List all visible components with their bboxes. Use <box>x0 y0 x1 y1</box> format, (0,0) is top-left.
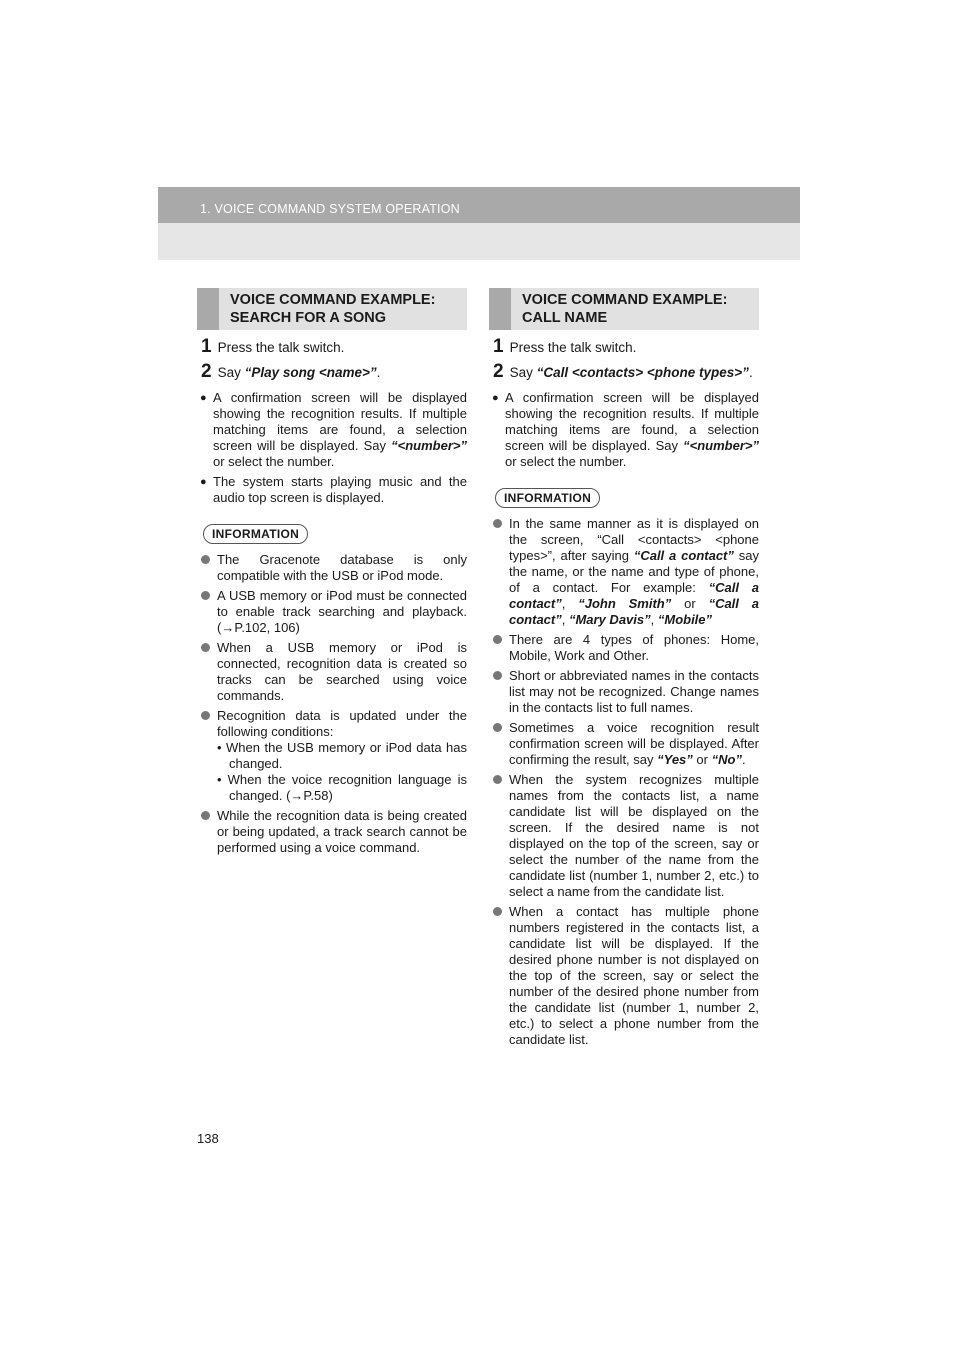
step-number: 2 <box>201 361 212 382</box>
list-item <box>197 708 467 804</box>
page-header <box>158 187 800 260</box>
information-list <box>489 516 759 1048</box>
sub-item: • When the USB memory or iPod data has changed. <box>217 740 467 771</box>
voice-command: “Mary Davis” <box>568 612 651 627</box>
list-item <box>489 772 759 900</box>
bullet-icon: ● <box>492 392 499 404</box>
info-text: or <box>696 752 708 767</box>
bullet-icon <box>493 635 502 644</box>
info-text: Sometimes a voice recognition result confirmation screen will be displayed. After confirming the result, say <box>509 720 759 767</box>
step-say: Say <box>509 365 533 380</box>
info-text: While the recognition data is being created or being updated, a track search cannot be performed using a voice command. <box>217 808 467 855</box>
info-text: The Gracenote database is only compatible with the USB or iPod mode. <box>217 552 467 583</box>
information-label: INFORMATION <box>203 524 308 544</box>
section-heading-call-name <box>489 288 759 330</box>
step-number: 1 <box>201 336 212 357</box>
step-end: . <box>748 365 753 380</box>
list-item <box>197 640 467 704</box>
result-bullets <box>197 390 467 506</box>
step-1 <box>493 338 759 357</box>
voice-command: “Mobile” <box>657 612 713 627</box>
step-text: Press the talk switch. <box>217 340 345 355</box>
list-item: In the same manner as it is displayed on the screen, “Call <contacts> <phone types>”, after saying “Call a contact” say the name, or the name and type of phone, of a contact. For example: “Call a contact”, “John Smith” or “Call a contact”, “Mary Davis”, “Mobile” <box>489 516 759 628</box>
section-heading-search-song <box>197 288 467 330</box>
info-text: or <box>684 596 696 611</box>
step-text: Press the talk switch. <box>509 340 637 355</box>
voice-command: “<number>” <box>683 438 759 453</box>
voice-command: “Call a contact” <box>509 596 759 627</box>
list-item: Sometimes a voice recognition result confirmation screen will be displayed. After confirming the result, say “Yes” or “No”. <box>489 720 759 768</box>
voice-command: “Call a contact” <box>509 580 759 611</box>
bullet-icon <box>201 811 210 820</box>
info-text: When a contact has multiple phone numbers registered in the contacts list, a candidate list will be displayed. If the desired phone number is not displayed on the top of the screen, say or select the number of the desired phone number from the candidate list (number 1, number 2, etc.) to select a phone number from the candidate list. <box>509 904 759 1047</box>
info-text: A USB memory or iPod must be connected to enable track searching and playback. (→P.102, 106) <box>217 588 467 635</box>
bullet-icon <box>201 591 210 600</box>
result-bullets <box>489 390 759 470</box>
page-number: 138 <box>197 1131 219 1146</box>
voice-command: “Call a contact” <box>633 548 734 563</box>
heading-line-1: VOICE COMMAND EXAMPLE: <box>230 292 436 308</box>
list-item <box>489 904 759 1048</box>
list-item <box>489 390 759 470</box>
bullet-text: or select the number. <box>213 454 335 469</box>
info-text: In the same manner as it is displayed on the screen, “Call <contacts> <phone types>”, after saying <box>509 516 759 563</box>
bullet-icon <box>493 723 502 732</box>
bullet-icon <box>493 907 502 916</box>
info-text: say the name, or the name and type of phone, of a contact. For example: <box>509 548 759 595</box>
step-number: 1 <box>493 336 504 357</box>
list-item <box>197 588 467 636</box>
info-text: When the system recognizes multiple names from the contacts list, a name candidate list will be displayed on the screen. If the desired name is not displayed on the top of the screen, say or select the number of the name from the candidate list (number 1, number 2, etc.) to select a name from the candidate list. <box>509 772 759 899</box>
voice-command: “Yes” <box>657 752 693 767</box>
left-column <box>197 288 467 860</box>
bullet-icon <box>201 711 210 720</box>
step-2 <box>201 363 467 382</box>
bullet-text: A confirmation screen will be displayed showing the recognition results. If multiple matching items are found, a selection screen will be displayed. Say <box>213 390 467 453</box>
bullet-icon <box>493 671 502 680</box>
list-item <box>489 668 759 716</box>
step-2 <box>493 363 759 382</box>
information-label: INFORMATION <box>495 488 600 508</box>
chapter-title: 1. VOICE COMMAND SYSTEM OPERATION <box>200 202 460 216</box>
right-column <box>489 288 759 1052</box>
list-item <box>197 808 467 856</box>
bullet-text: The system starts playing music and the audio top screen is displayed. <box>213 474 467 505</box>
voice-command: “Play song <name>” <box>244 365 377 380</box>
info-text: When a USB memory or iPod is connected, recognition data is created so tracks can be searched using voice commands. <box>217 640 467 703</box>
header-bar <box>158 187 800 223</box>
info-text: Short or abbreviated names in the contacts list may not be recognized. Change names in the contacts list to full names. <box>509 668 759 715</box>
step-number: 2 <box>493 361 504 382</box>
heading-line-2: CALL NAME <box>522 310 608 326</box>
information-list <box>197 552 467 856</box>
bullet-icon: ● <box>200 392 207 404</box>
heading-line-1: VOICE COMMAND EXAMPLE: <box>522 292 728 308</box>
bullet-text: A confirmation screen will be displayed showing the recognition results. If multiple matching items are found, a selection screen will be displayed. Say <box>505 390 759 453</box>
info-text: Recognition data is updated under the following conditions: <box>217 708 467 739</box>
bullet-text: or select the number. <box>505 454 627 469</box>
step-say: Say <box>217 365 241 380</box>
bullet-icon <box>493 775 502 784</box>
bullet-icon <box>201 555 210 564</box>
heading-line-2: SEARCH FOR A SONG <box>230 310 387 326</box>
voice-command: “Call <contacts> <phone types>” <box>536 365 749 380</box>
list-item <box>197 552 467 584</box>
list-item <box>197 390 467 470</box>
bullet-icon <box>201 643 210 652</box>
bullet-icon: ● <box>200 476 207 488</box>
list-item <box>197 474 467 506</box>
step-1 <box>201 338 467 357</box>
sub-item: • When the voice recognition language is changed. (→P.58) <box>217 772 467 803</box>
list-item <box>489 632 759 664</box>
voice-command: “<number>” <box>391 438 467 453</box>
bullet-icon <box>493 519 502 528</box>
voice-command: “John Smith” <box>578 596 672 611</box>
step-end: . <box>376 365 381 380</box>
info-text: There are 4 types of phones: Home, Mobile, Work and Other. <box>509 632 759 663</box>
voice-command: “No” <box>711 752 742 767</box>
